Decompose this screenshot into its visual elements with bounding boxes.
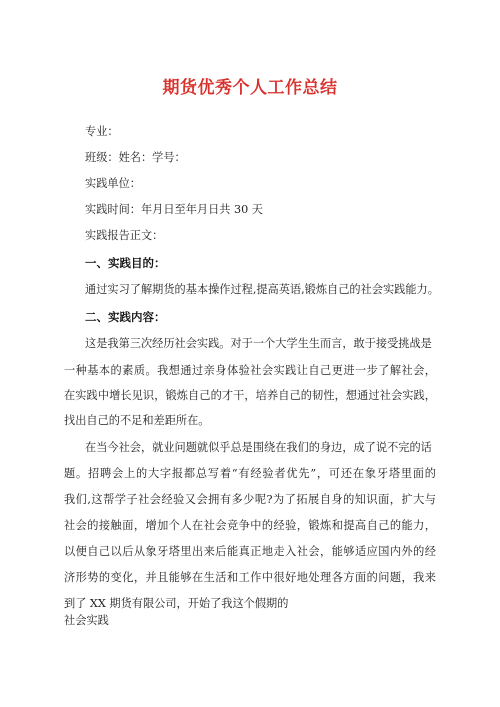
paragraph-line: 济形势的变化，并且能够在生活和工作中很好地处理各方面的问题，我来 — [64, 571, 436, 584]
paragraph-line: 以便自己以后从象牙塔里出来后能真正地走入社会，能够适应国内外的经 — [64, 545, 436, 558]
paragraph-line: 在当今社会，就业问题就似乎总是围绕在我们的身边，成了说不完的话 — [85, 441, 432, 454]
field-major: 专业： — [85, 125, 119, 138]
paragraph-line: 这是我第三次经历社会实践。对于一个大学生生而言，敢于接受挑战是 — [85, 337, 432, 350]
field-class-name-id: 班级：姓名：学号： — [85, 151, 186, 164]
section-heading-purpose: 一、实践目的： — [85, 256, 166, 270]
paragraph-line: 我们,这帮学子社会经验又会拥有多少呢?为了拓展自身的知识面，扩大与 — [64, 493, 436, 506]
paragraph-line: 在实践中增长见识，锻炼自己的才干，培养自己的韧性，想通过社会实践， — [64, 389, 436, 402]
document-title: 期货优秀个人工作总结 — [162, 78, 338, 98]
paragraph-line: 社会的接触面，增加个人在社会竞争中的经验，锻炼和提高自己的能力， — [64, 519, 436, 532]
paragraph-line: 题。招聘会上的大字报都总写着“有经验者优先”，可还在象牙塔里面的 — [64, 467, 436, 480]
paragraph-line: 找出自己的不足和差距所在。 — [64, 414, 210, 427]
field-practice-unit: 实践单位： — [85, 177, 141, 190]
paragraph-line: 社会实践 — [64, 614, 109, 627]
section-heading-content: 二、实践内容： — [85, 310, 166, 324]
field-report-body: 实践报告正文： — [85, 229, 164, 242]
paragraph-line: 到了 XX 期货有限公司，开始了我这个假期的 — [64, 597, 289, 610]
section-purpose-paragraph: 通过实习了解期货的基本操作过程,提高英语,锻炼自己的社会实践能力。 — [85, 283, 439, 296]
paragraph-line: 一种基本的素质。我想通过亲身体验社会实践让自己更进一步了解社会， — [64, 364, 436, 377]
field-practice-time: 实践时间：年月日至年月日共 30 天 — [85, 203, 263, 216]
